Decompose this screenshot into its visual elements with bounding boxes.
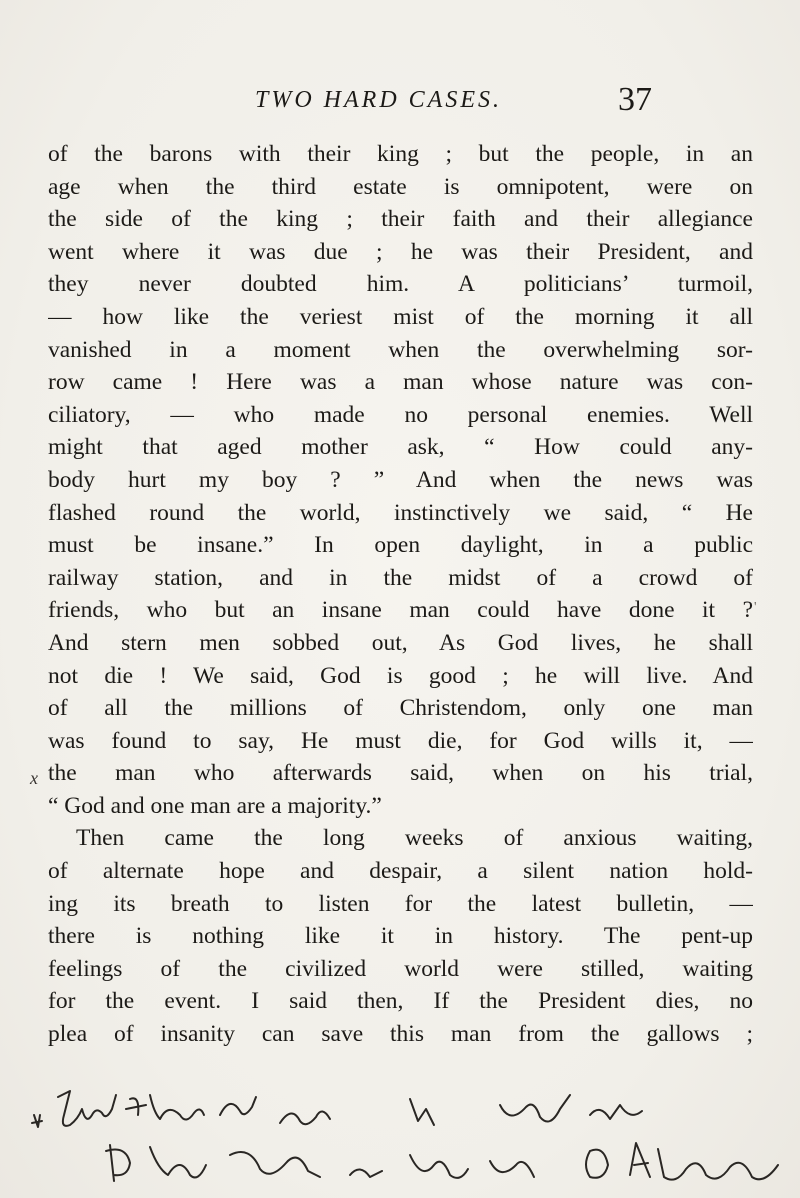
text-line: body hurt my boy ? ” And when the news was (48, 466, 753, 493)
text-line: ing its breath to listen for the latest bulletin, — (48, 890, 753, 917)
text-line: of alternate hope and despair, a silent nation hold- (48, 858, 753, 885)
text-line: of all the millions of Christendom, only one man (48, 695, 753, 722)
text-line: plea of insanity can save this man from the gallows ; (48, 1021, 753, 1048)
text-line: railway station, and in the midst of a crowd of (48, 564, 753, 591)
text-line: went where it was due ; he was their President, and (48, 238, 753, 265)
text-line: there is nothing like it in history. The pent-up (48, 923, 753, 950)
text-line: for the event. I said then, If the President dies, no (48, 988, 753, 1015)
text-line: must be insane.” In open daylight, in a public (48, 532, 753, 559)
page-number: 37 (618, 81, 652, 118)
margin-mark: x (30, 768, 38, 788)
body-text (48, 138, 753, 1051)
text-line: row came ! Here was a man whose nature was con- (48, 369, 753, 396)
margin-tick: ' (754, 600, 757, 615)
text-line: age when the third estate is omnipotent, were on (48, 173, 753, 200)
text-line: vanished in a moment when the overwhelming sor- (48, 336, 753, 363)
text-line: the side of the king ; their faith and their allegiance (48, 206, 753, 233)
running-title: TWO HARD CASES. (255, 87, 502, 113)
text-line: “ God and one man are a majority.” (48, 792, 382, 819)
text-line: of the barons with their king ; but the people, in an (48, 141, 753, 167)
text-line: was found to say, He must die, for God wills it, — (48, 727, 753, 754)
text-line: the man who afterwards said, when on his trial, (48, 760, 753, 787)
running-head (0, 80, 800, 130)
text-line: flashed round the world, instinctively we said, “ He (48, 499, 753, 526)
text-line: not die ! We said, God is good ; he will live. And (48, 662, 753, 689)
text-line: ciliatory, — who made no personal enemies. Well (48, 401, 753, 428)
text-line: they never doubted him. A politicians’ turmoil, (48, 271, 753, 298)
handwritten-annotation (30, 1085, 790, 1198)
text-line: might that aged mother ask, “ How could any- (48, 434, 753, 461)
text-line: — how like the veriest mist of the morning it all (48, 303, 753, 330)
text-line: feelings of the civilized world were stilled, waiting (48, 955, 753, 982)
text-line: And stern men sobbed out, As God lives, he shall (48, 629, 753, 656)
text-line: Then came the long weeks of anxious waiting, (76, 825, 753, 852)
text-line: friends, who but an insane man could have done it ? (48, 597, 753, 624)
